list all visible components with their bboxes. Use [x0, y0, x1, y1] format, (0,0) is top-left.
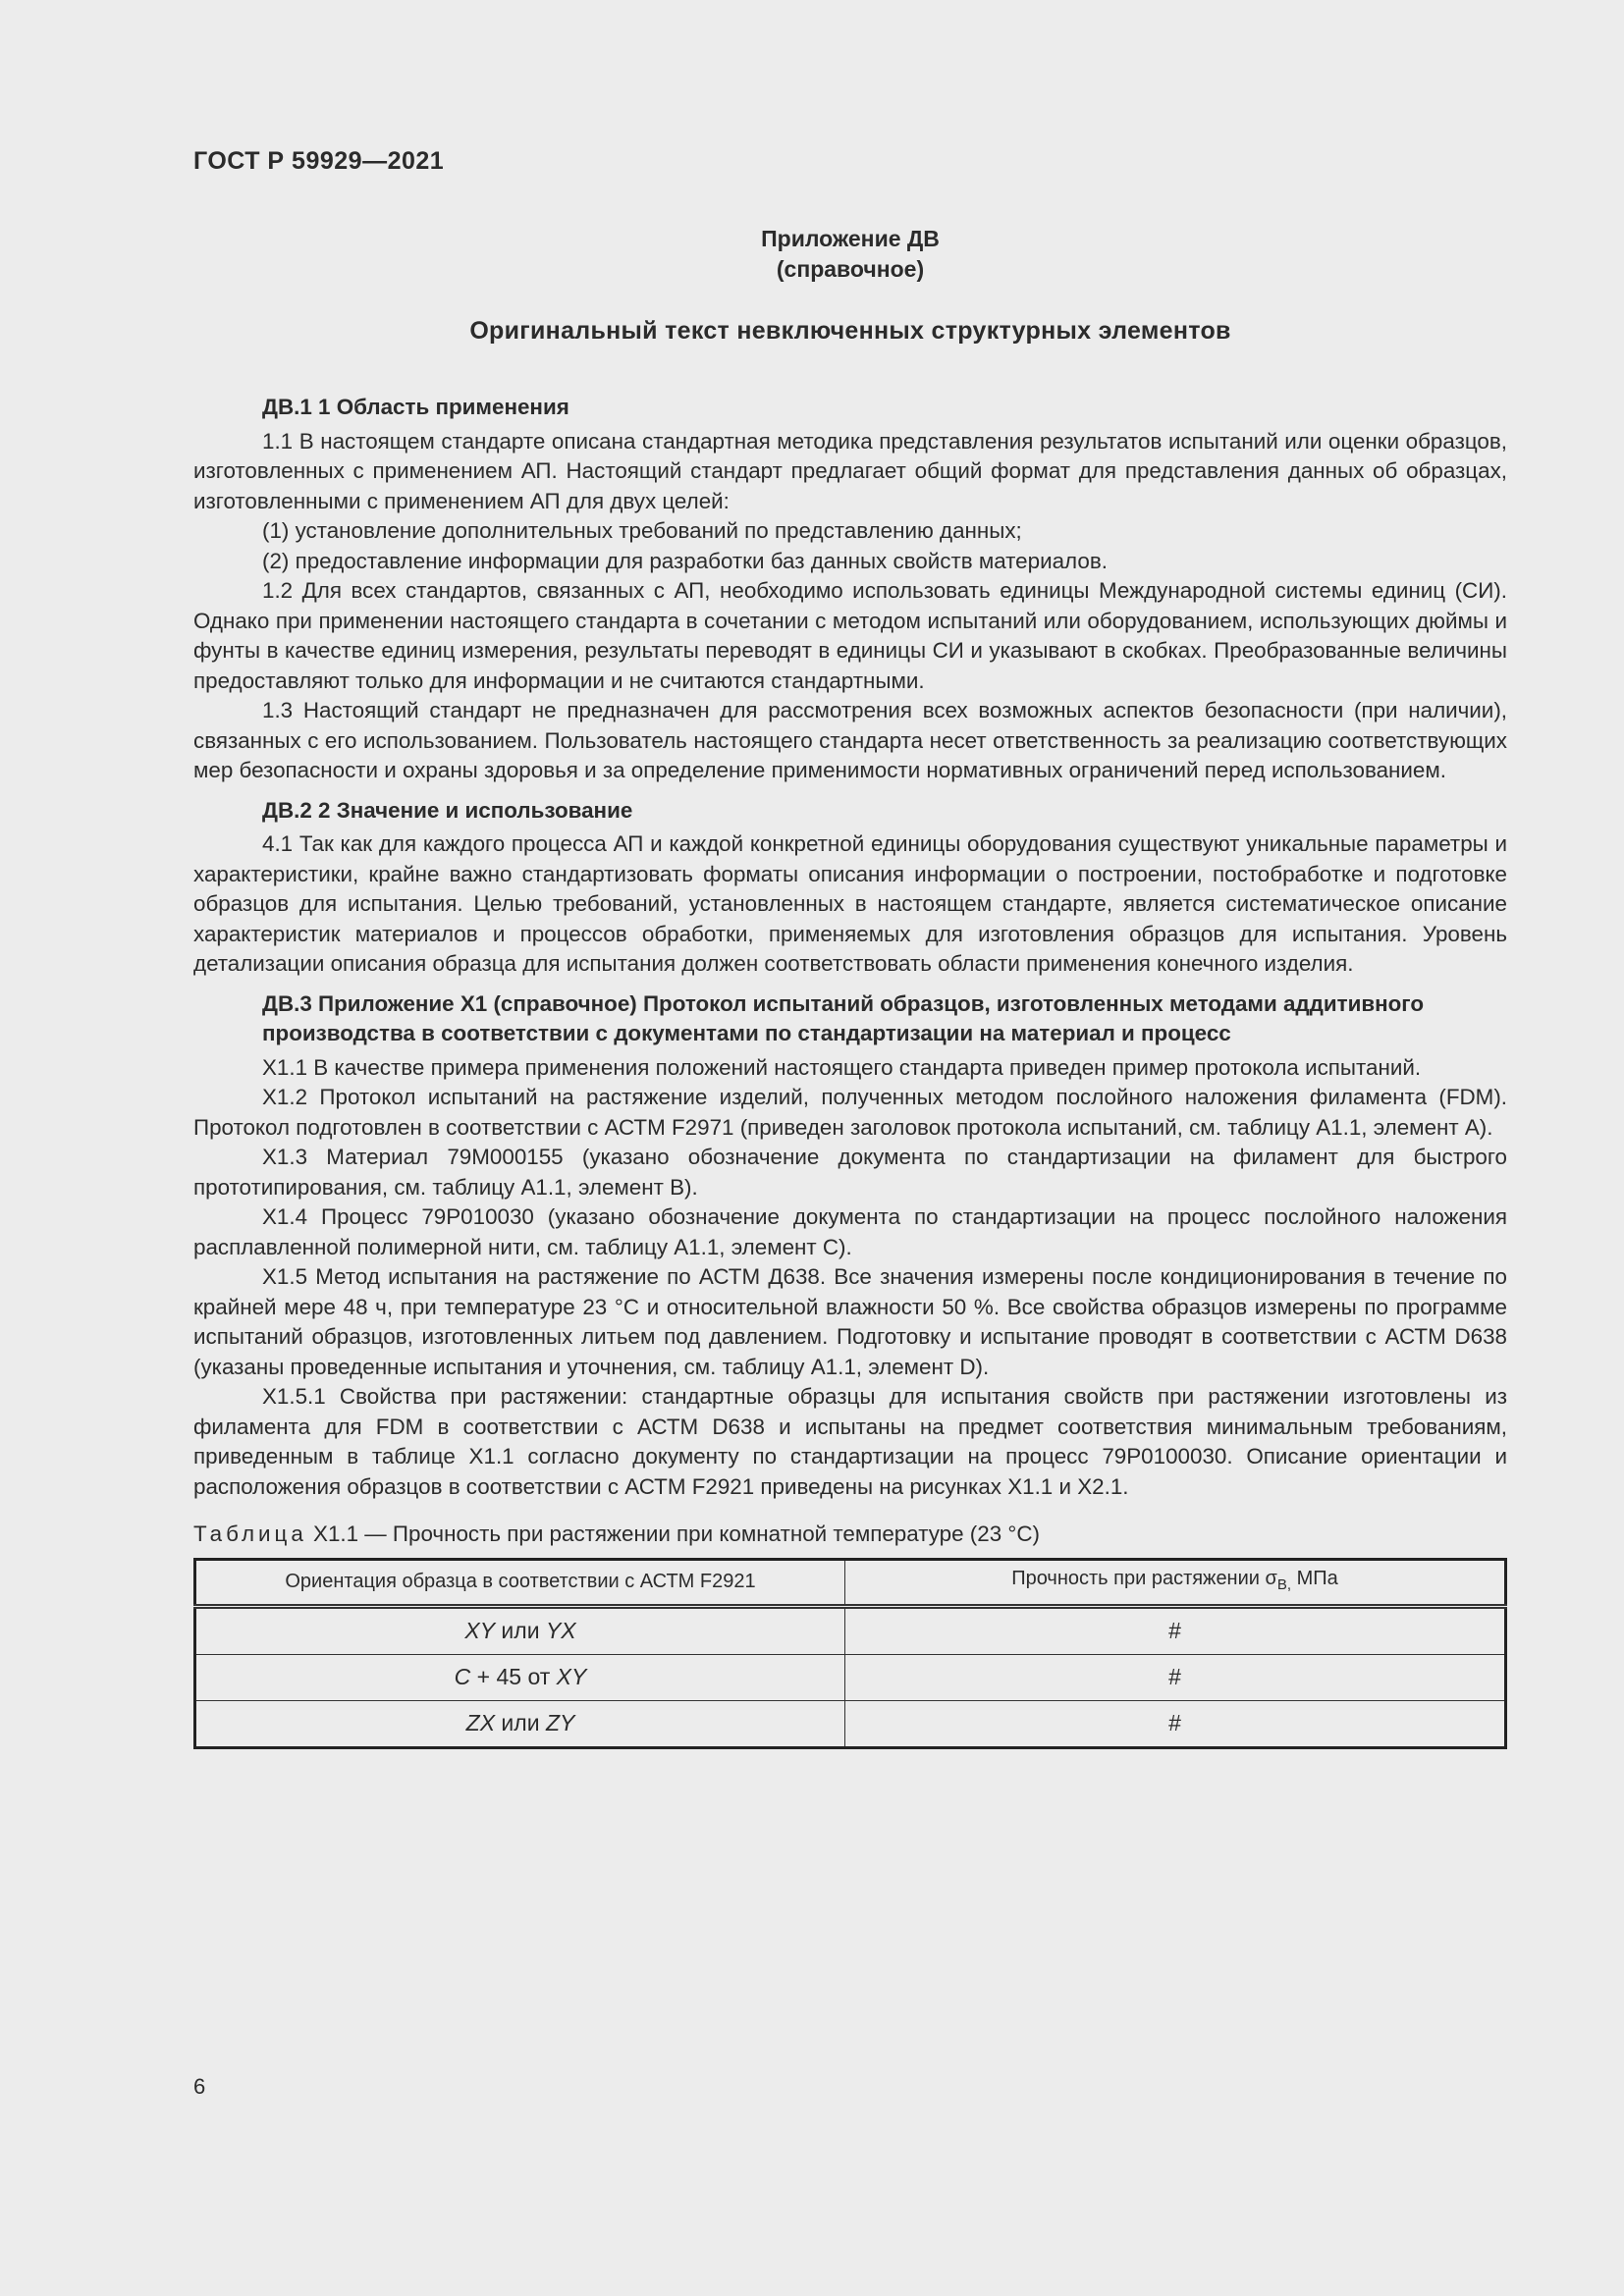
- column-header-strength: Прочность при растяжении $\sigma_{В,}$ МПа: [845, 1559, 1506, 1606]
- paragraph-x1-2: X1.2 Протокол испытаний на растяжение изделий, полученных методом послойного наложения филамента (FDM). Протокол подготовлен в соответствии с АСТМ F2971 (приведен заголовок протокола испытаний, см. таблицу А1.1, элемент А).: [193, 1085, 1507, 1140]
- table-caption: [193, 1520, 1507, 1550]
- paragraph-x1-5-1: X1.5.1 Свойства при растяжении: стандартные образцы для испытания свойств при растяжении изготовлены из филамента для FDM в соответствии с АСТМ D638 и испытаны на предмет соответствия минимальным требованиям, приведенным в таблице X1.1 согласно документу по стандартизации на процесс 79P0100030. Описание ориентации и расположения образцов в соответствии с АСТМ F2921 приведены на рисунках X1.1 и X2.1.: [193, 1384, 1507, 1499]
- appendix-heading: [193, 224, 1507, 285]
- paragraph-x1-5: X1.5 Метод испытания на растяжение по АСТМ Д638. Все значения измерены после кондиционирования в течение по крайней мере 48 ч, при температуре 23 °С и относительной влажности 50 %. Все свойства образцов измерены по программе испытаний образцов, изготовленных литьем под давлением. Подготовку и испытание проводят в соответствии с АСТМ D638 (указаны проведенные испытания и уточнения, см. таблицу А1.1, элемент D).: [193, 1264, 1507, 1379]
- paragraph-4-1: 4.1 Так как для каждого процесса АП и каждой конкретной единицы оборудования существуют уникальные параметры и характеристики, крайне важно стандартизовать форматы описания информации о построении, постобработке и подготовке образцов для испытания. Целью требований, установленных в настоящем стандарте, является систематическое описание характеристик материалов и процессов обработки, применяемых для изготовления образцов для испытания. Уровень детализации описания образца для испытания должен соответствовать области применения конечного изделия.: [193, 831, 1507, 976]
- document-body: [193, 393, 1507, 1749]
- tensile-strength-table: [193, 1558, 1507, 1749]
- appendix-title: Приложение ДВ: [761, 226, 940, 251]
- table-row: [195, 1654, 1506, 1700]
- paragraph-1-3: 1.3 Настоящий стандарт не предназначен для рассмотрения всех возможных аспектов безопасности (при наличии), связанных с его использованием. Пользователь настоящего стандарта несет ответственность за реализацию соответствующих мер безопасности и охраны здоровья и за определение применимости нормативных ограничений перед использованием.: [193, 698, 1507, 782]
- paragraph-1-1: 1.1 В настоящем стандарте описана стандартная методика представления результатов испытаний или оценки образцов, изготовленных с применением АП. Настоящий стандарт предлагает общий формат для представления данных об образцах, изготовленными с применением АП для двух целей:: [193, 428, 1507, 513]
- paragraph-1-1-a: (1) установление дополнительных требований по представлению данных;: [262, 518, 1022, 543]
- standard-code: ГОСТ Р 59929—2021: [193, 147, 445, 175]
- paragraph-x1-1: X1.1 В качестве примера применения положений настоящего стандарта приведен пример протокола испытаний.: [262, 1054, 1422, 1080]
- appendix-subtitle: (справочное): [776, 256, 925, 282]
- section-heading-appendix-x1: ДВ.3 Приложение X1 (справочное) Протокол испытаний образцов, изготовленных методами аддитивного производства в соответствии с документами по стандартизации на материал и процесс: [262, 990, 1425, 1045]
- paragraph-x1-4: X1.4 Процесс 79P010030 (указано обозначение документа по стандартизации на процесс послойного наложения расплавленной полимерной нити, см. таблицу А1.1, элемент С).: [193, 1204, 1507, 1259]
- strength-cell: #: [845, 1606, 1506, 1654]
- orientation-cell: ZX или ZY: [195, 1700, 845, 1747]
- paragraph-1-1-b: (2) предоставление информации для разработки баз данных свойств материалов.: [262, 548, 1108, 573]
- paragraph-x1-3: X1.3 Материал 79M000155 (указано обозначение документа по стандартизации на филамент для быстрого прототипирования, см. таблицу А1.1, элемент В).: [193, 1145, 1507, 1200]
- table-caption-text: X1.1 — Прочность при растяжении при комнатной температуре (23 °С): [306, 1522, 1040, 1546]
- table-header-row: [195, 1559, 1506, 1606]
- orientation-cell: C + 45 от XY: [195, 1654, 845, 1700]
- page-number: 6: [193, 2074, 206, 2099]
- section-heading-scope: ДВ.1 1 Область применения: [262, 395, 569, 419]
- section-heading-significance: ДВ.2 2 Значение и использование: [262, 797, 633, 823]
- paragraph-1-2: 1.2 Для всех стандартов, связанных с АП, необходимо использовать единицы Международной системы единиц (СИ). Однако при применении настоящего стандарта в сочетании с методом испытаний или оборудованием, использующих дюймы и фунты в качестве единиц измерения, результаты переводят в единицы СИ и указывают в скобках. Преобразованные величины предоставляют только для информации и не считаются стандартными.: [193, 578, 1507, 693]
- table-row: [195, 1700, 1506, 1747]
- table-row: [195, 1606, 1506, 1654]
- strength-cell: #: [845, 1654, 1506, 1700]
- orientation-cell: XY или YX: [195, 1606, 845, 1654]
- strength-cell: #: [845, 1700, 1506, 1747]
- main-title: Оригинальный текст невключенных структурных элементов: [469, 317, 1231, 345]
- column-header-orientation: Ориентация образца в соответствии с АСТМ F2921: [195, 1559, 845, 1606]
- table-caption-word: Таблица: [193, 1522, 307, 1546]
